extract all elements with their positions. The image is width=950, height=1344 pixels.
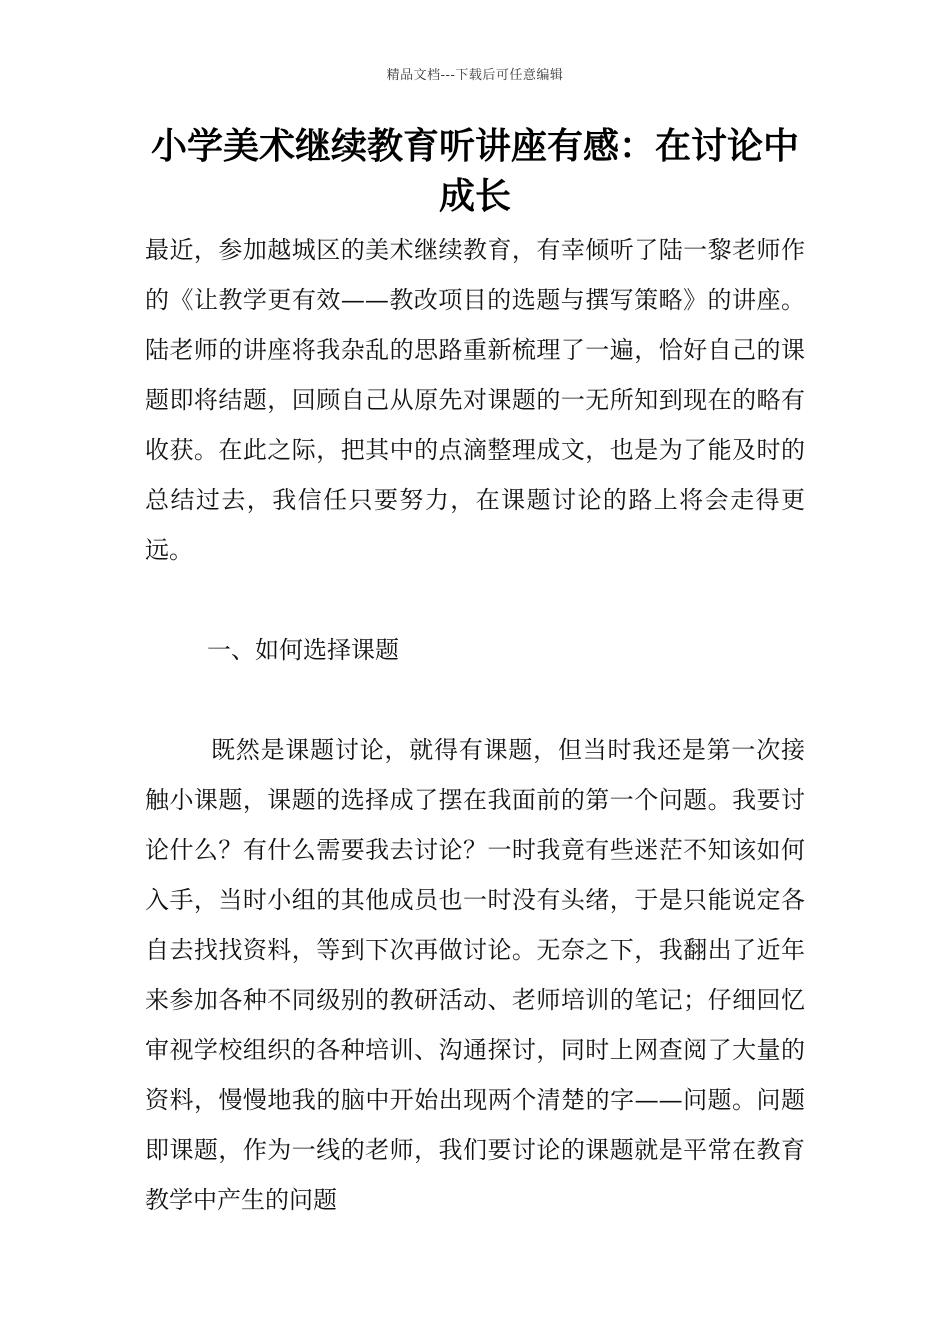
header-note: 精品文档---下载后可任意编辑: [386, 68, 564, 83]
paragraph-gap: [145, 575, 805, 625]
section-paragraph: 既然是课题讨论，就得有课题，但当时我还是第一次接触小课题，课题的选择成了摆在我面前的第一个问题。我要讨论什么？有什么需要我去讨论？一时我竟有些迷茫不知该如何入手，当时小组的其他成员也一时没有头绪，于是只能说定各自去找找资料，等到下次再做讨论。无奈之下，我翻出了近年来参加各种不同级别的教研活动、老师培训的笔记；仔细回忆审视学校组织的各种培训、沟通探讨，同时上网查阅了大量的资料，慢慢地我的脑中开始出现两个清楚的字——问题。问题即课题，作为一线的老师，我们要讨论的课题就是平常在教育教学中产生的问题: [145, 736, 805, 1214]
section-heading: 一、如何选择课题: [207, 636, 399, 664]
paragraph-gap: [145, 675, 805, 725]
document-title: 小学美术继续教育听讲座有感：在讨论中成长: [150, 126, 799, 217]
document-body: [145, 225, 805, 1225]
intro-paragraph: 最近，参加越城区的美术继续教育，有幸倾听了陆一黎老师作的《让教学更有效——教改项目的选题与撰写策略》的讲座。陆老师的讲座将我杂乱的思路重新梳理了一遍，恰好自己的课题即将结题，回顾自己从原先对课题的一无所知到现在的略有收获。在此之际，把其中的点滴整理成文，也是为了能及时的总结过去，我信任只要努力，在课题讨论的路上将会走得更远。: [145, 236, 805, 564]
